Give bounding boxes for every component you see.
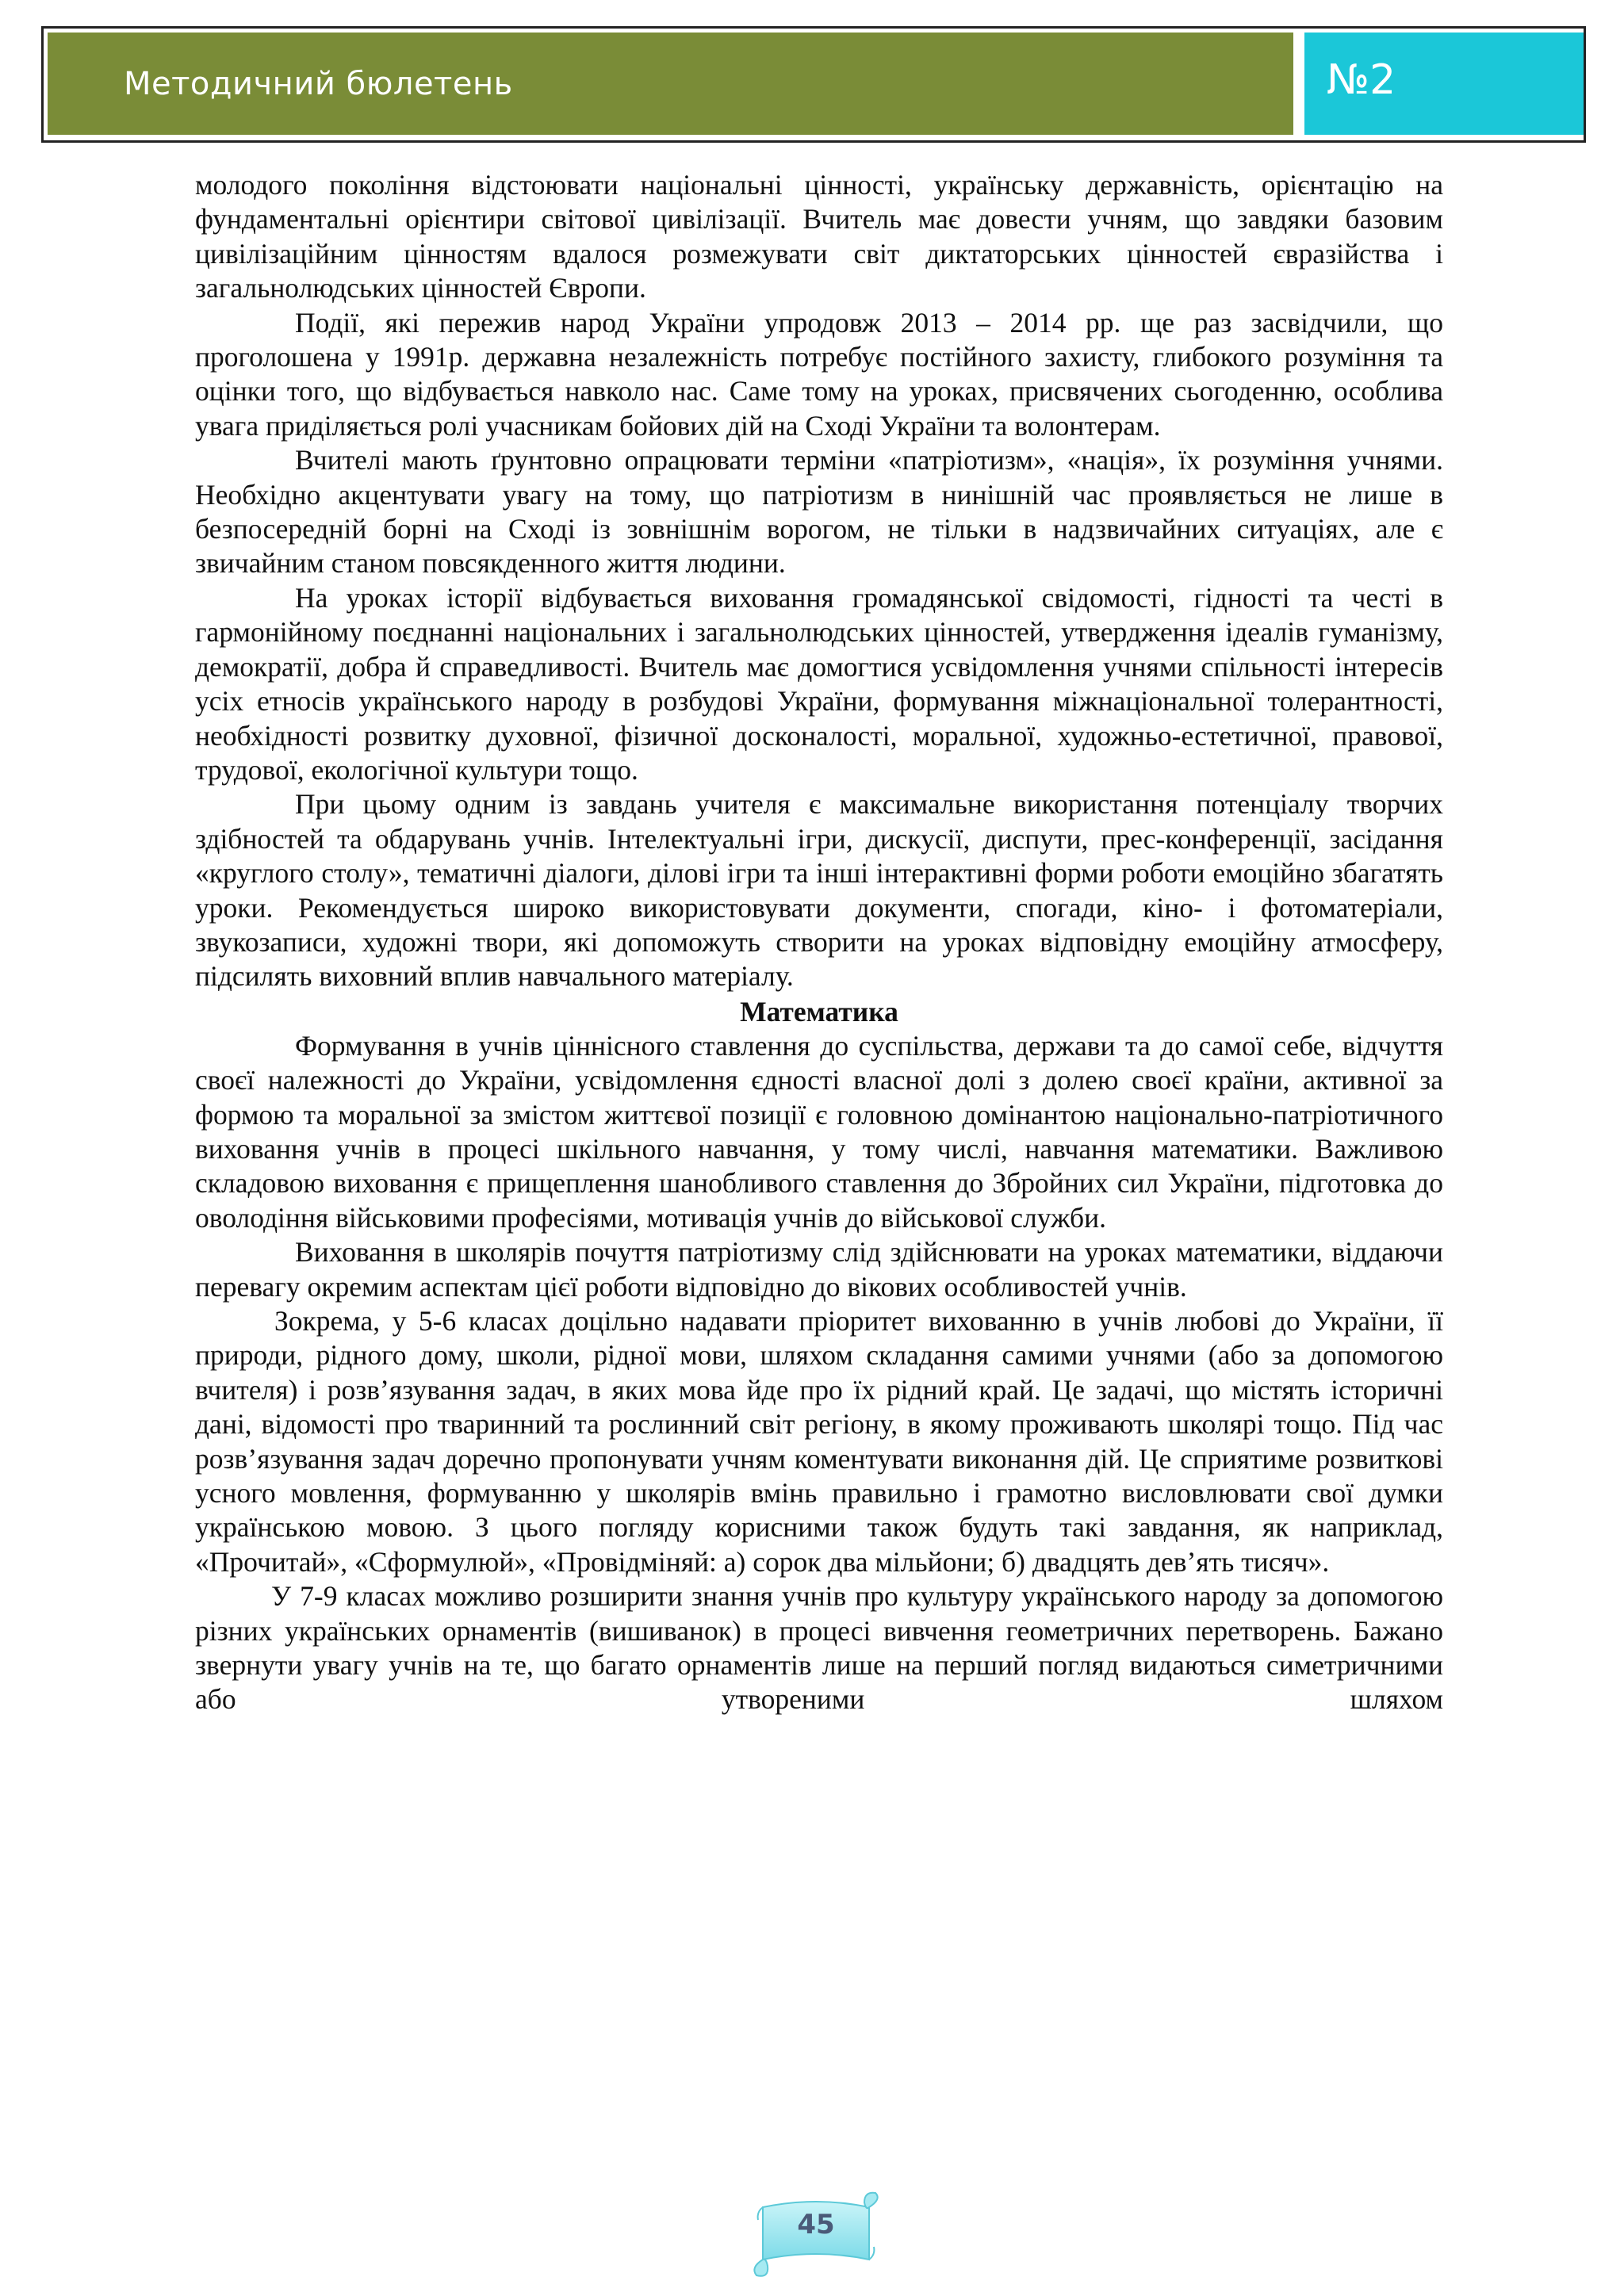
header-issue-box xyxy=(1304,33,1584,135)
page-number: 45 xyxy=(797,2209,835,2241)
paragraph: Формування в учнів ціннісного ставлення до суспільства, держави та до самої себе, відчуття своєї належності до України, усвідомлення єдності власної долі з долею своєї країни, активної за формою та моральної за змістом життєвої позиції є головною домінантою національно-патріотичного виховання учнів в процесі шкільного навчання, у тому числі, навчання математики. Важливою складовою виховання є прищеплення шанобливого ставлення до Збройних сил України, підготовка до оволодіння військовими професіями, мотивація учнів до військової служби. xyxy=(195,1029,1443,1234)
article-body xyxy=(195,168,1443,1717)
paragraph: При цьому одним із завдань учителя є максимальне використання потенціалу творчих здібностей та обдарувань учнів. Інтелектуальні ігри, дискусії, диспути, прес-конференції, засідання «круглого столу», тематичні діалоги, ділові ігри та інші інтерактивні форми роботи емоційно збагатять уроки. Рекомендується широко використовувати документи, спогади, кіно- і фотоматеріали, звукозаписи, художні твори, які допоможуть створити на уроках відповідну емоційну атмосферу, підсилять виховний вплив навчального матеріалу. xyxy=(195,788,1443,993)
section-title: Математика xyxy=(740,995,898,1027)
issue-number: №2 xyxy=(1327,56,1396,104)
paragraph: молодого покоління відстоювати національні цінності, українську державність, орієнтацію на фундаментальні орієнтири світової цивілізації. Вчитель має довести учням, що завдяки базовим цивілізаційним цінностям вдалося розмежувати світ диктаторських цінностей євразійства і загальнолюдських цінностей Європи. xyxy=(195,169,1443,304)
header-title-bar xyxy=(48,33,1293,135)
bulletin-title: Методичний бюлетень xyxy=(124,66,513,102)
paragraph: На уроках історії відбувається виховання громадянської свідомості, гідності та честі в гармонійному поєднанні національних і загальнолюдських цінностей, утвердження ідеалів гуманізму, демократії, добра й справедливості. Вчитель має домогтися усвідомлення учнями спільності інтересів усіх етносів українського народу в розбудові України, формування міжнаціональної толерантності, необхідності розвитку духовної, фізичної досконалості, моральної, художньо-естетичної, правової, трудової, екологічної культури тощо. xyxy=(195,581,1443,786)
paragraph: Вчителі мають ґрунтовно опрацювати терміни «патріотизм», «нація», їх розуміння учнями. Необхідно акцентувати увагу на тому, що патріотизм в нинішній час проявляється не лише в безпосередній борні на Сході із зовнішнім ворогом, не тільки в надзвичайних ситуаціях, але є звичайним станом повсякденного життя людини. xyxy=(195,444,1443,580)
page-number-scroll xyxy=(749,2191,883,2280)
paragraph: У 7-9 класах можливо розширити знання учнів про культуру українського народу за допомогою різних українських орнаментів (вишиванок) в процесі вивчення геометричних перетворень. Бажано звернути увагу учнів на те, що багато орнаментів лише на перший погляд видаються симетричними або утвореними шляхом xyxy=(195,1580,1443,1716)
paragraph: Зокрема, у 5-6 класах доцільно надавати пріоритет вихованню в учнів любові до України, її природи, рідного дому, школи, рідної мови, шляхом складання самими учнями (або за допомогою вчителя) і розв’язування задач, в яких мова йде про їх рідний край. Це задачі, що містять історичні дані, відомості про тваринний та рослинний світ регіону, в якому проживають школярі тощо. Під час розв’язування задач доречно пропонувати учням коментувати виконання дій. Це сприятиме розвиткові усного мовлення, формуванню у школярів вмінь правильно і грамотно висловлювати свої думки українською мовою. З цього погляду корисними також будуть такі завдання, як наприклад, «Прочитай», «Сформулюй», «Провідміняй: а) сорок два мільйони; б) двадцять дев’ять тисяч». xyxy=(195,1305,1443,1578)
paragraph: Виховання в школярів почуття патріотизму слід здійснювати на уроках математики, віддаючи перевагу окремим аспектам цієї роботи відповідно до вікових особливостей учнів. xyxy=(195,1236,1443,1303)
paragraph: Події, які пережив народ України упродовж 2013 – 2014 рр. ще раз засвідчили, що проголошена у 1991р. державна незалежність потребує постійного захисту, глибокого розуміння та оцінки того, що відбувається навколо нас. Саме тому на уроках, присвячених сьогоденню, особлива увага приділяється ролі учасникам бойових дій на Сході України та волонтерам. xyxy=(195,306,1443,442)
